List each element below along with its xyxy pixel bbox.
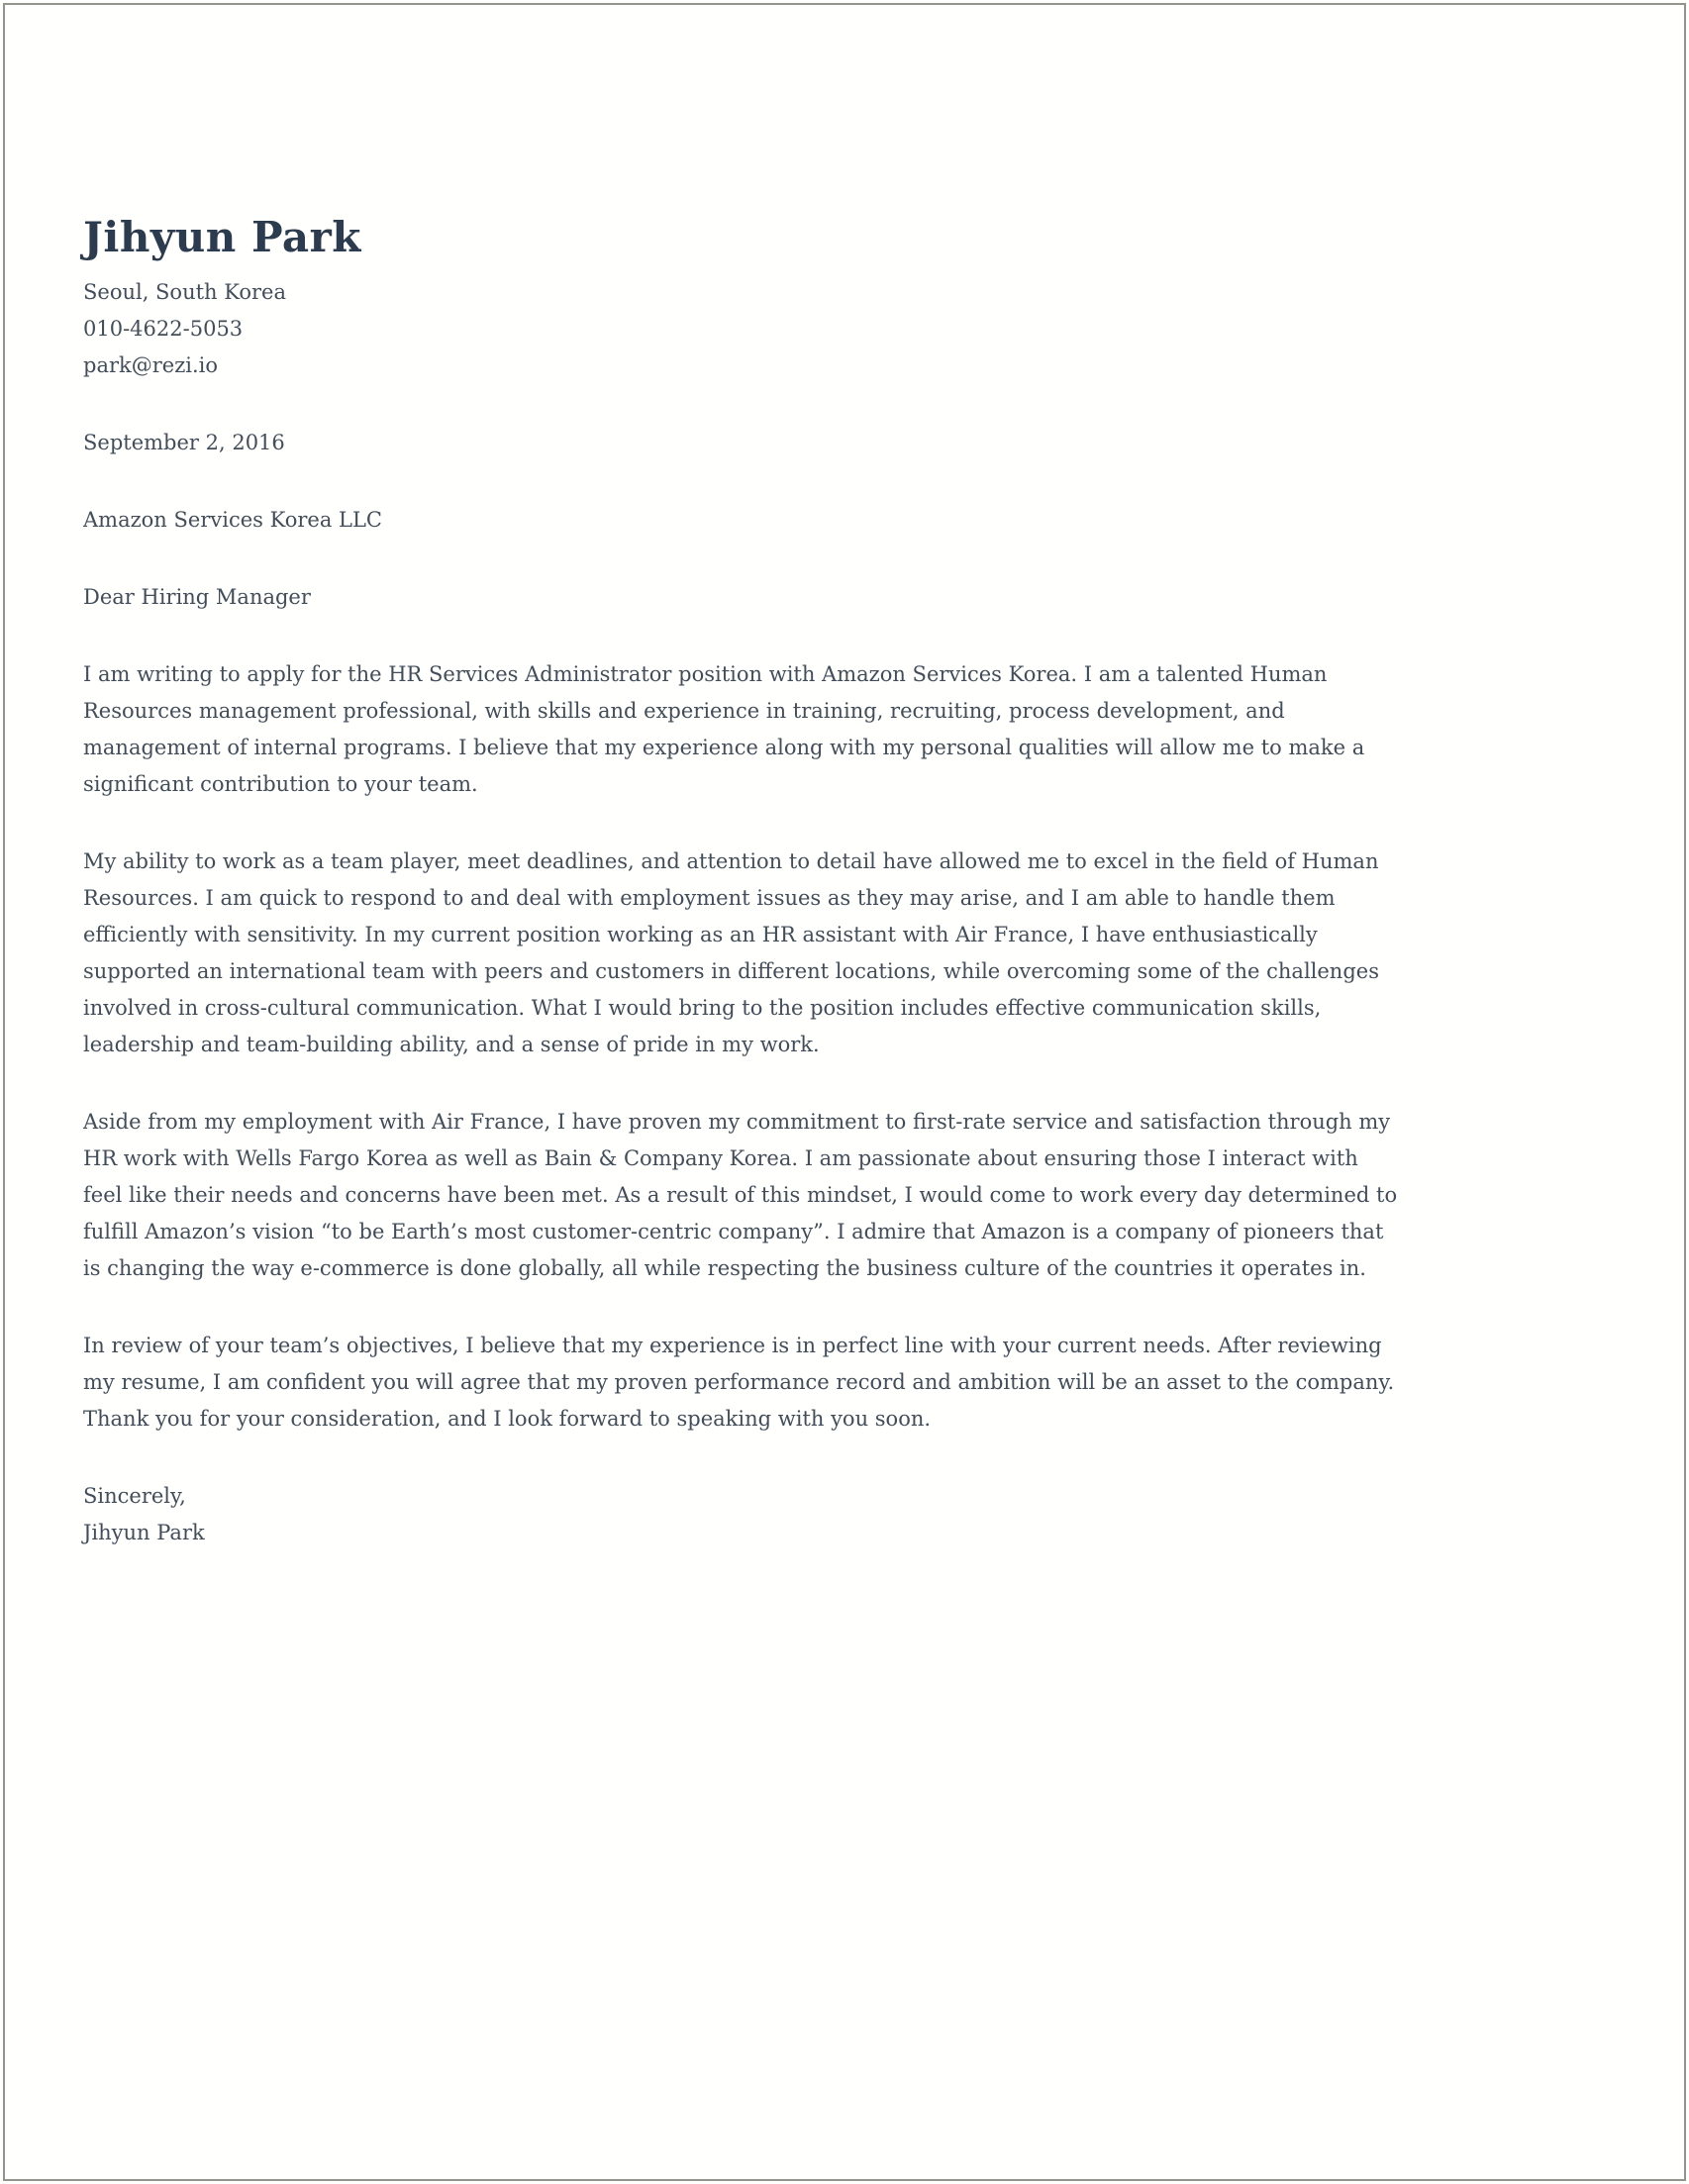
letter-date: September 2, 2016 xyxy=(83,430,285,454)
closing-phrase: Sincerely, xyxy=(83,1483,186,1508)
closing-block xyxy=(83,1478,1400,1551)
sender-name: Jihyun Park xyxy=(83,213,361,261)
sender-phone: 010-4622-5053 xyxy=(83,316,244,341)
sender-location: Seoul, South Korea xyxy=(83,279,286,304)
salutation: Dear Hiring Manager xyxy=(83,584,311,609)
body-paragraph-1: I am writing to apply for the HR Services Administrator position with Amazon Services Korea. I am a talented Human Resources management professional, with skills and experience in training, recruiting, process development, and management of internal programs. I believe that my experience along with my personal qualities will allow me to make a significant contribution to your team. xyxy=(83,661,1365,796)
body-paragraph-4: In review of your team’s objectives, I believe that my experience is in perfect line with your current needs. After reviewing my resume, I am confident you will agree that my proven performance record and ambition will be an asset to the company. Thank you for your consideration, and I look forward to speaking with you soon. xyxy=(83,1333,1395,1431)
signature-name: Jihyun Park xyxy=(83,1520,205,1544)
letter-content xyxy=(83,212,1400,1551)
body-paragraph-2: My ability to work as a team player, meet deadlines, and attention to detail have allowed me to excel in the field of Human Resources. I am quick to respond to and deal with employment issues as they may arise, and I am able to handle them efficiently with sensitivity. In my current position working as an HR assistant with Air France, I have enthusiastically supported an international team with peers and customers in different locations, while overcoming some of the challenges involved in cross-cultural communication. What I would bring to the position includes effective communication skills, leadership and team-building ability, and a sense of pride in my work. xyxy=(83,848,1379,1056)
recipient-company: Amazon Services Korea LLC xyxy=(83,507,382,532)
sender-contact-block xyxy=(83,274,1400,384)
body-paragraph-3: Aside from my employment with Air France, I have proven my commitment to first-rate service and satisfaction through my HR work with Wells Fargo Korea as well as Bain & Company Korea. I am passionate about ensuring those I interact with feel like their needs and concerns have been met. As a result of this mindset, I would come to work every day determined to fulfill Amazon’s vision “to be Earth’s most customer-centric company”. I admire that Amazon is a company of pioneers that is changing the way e-commerce is done globally, all while respecting the business culture of the countries it operates in. xyxy=(83,1109,1398,1280)
sender-email: park@rezi.io xyxy=(83,352,219,377)
